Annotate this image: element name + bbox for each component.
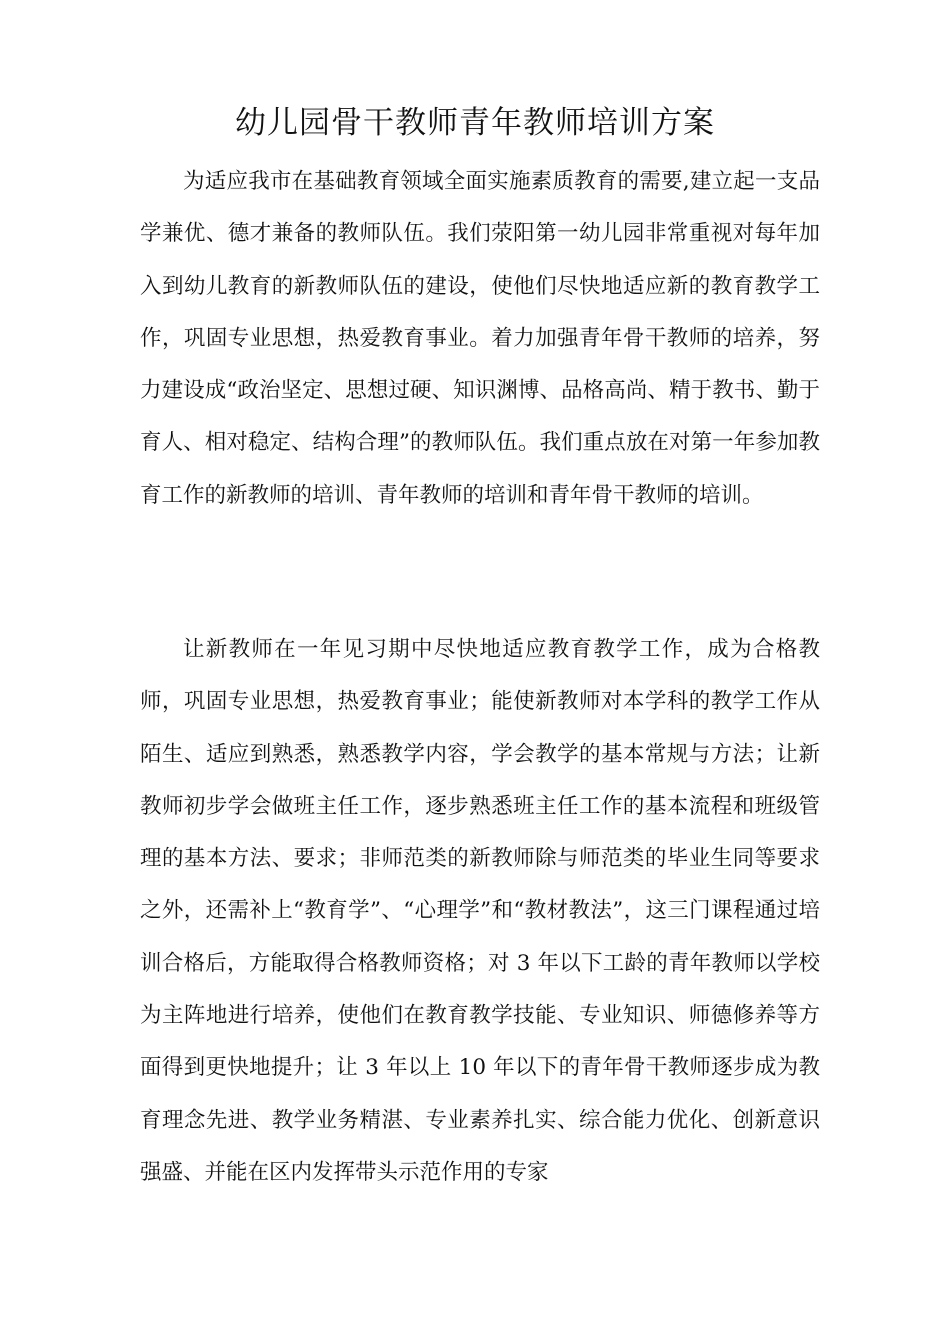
paragraph-introduction: 为适应我市在基础教育领域全面实施素质教育的需要,建立起一支品学兼优、德才兼备的教师队伍。我们荥阳第一幼儿园非常重视对每年加入到幼儿教育的新教师队伍的建设，使他们尽快地适应新的教育教学工作，巩固专业思想，热爱教育事业。着力加强青年骨干教师的培养，努力建设成“政治坚定、思想过硬、知识渊博、品格高尚、精于教书、勤于育人、相对稳定、结构合理”的教师队伍。我们重点放在对第一年参加教育工作的新教师的培训、青年教师的培训和青年骨干教师的培训。 xyxy=(140,169,820,508)
document-title: 幼儿园骨干教师青年教师培训方案 xyxy=(235,105,715,141)
paragraph-training-goals: 让新教师在一年见习期中尽快地适应教育教学工作，成为合格教师，巩固专业思想，热爱教育事业；能使新教师对本学科的教学工作从陌生、适应到熟悉，熟悉教学内容，学会教学的基本常规与方法；让新教师初步学会做班主任工作，逐步熟悉班主任工作的基本流程和班级管理的基本方法、要求；非师范类的新教师除与师范类的毕业生同等要求之外，还需补上“教育学”、“心理学”和“教材教法”，这三门课程通过培训合格后，方能取得合格教师资格；对 3 年以下工龄的青年教师以学校为主阵地进行培养，使他们在教育教学技能、专业知识、师德修养等方面得到更快地提升；让 3 年以上 10 年以下的青年骨干教师逐步成为教育理念先进、教学业务精湛、专业素养扎实、综合能力优化、创新意识强盛、并能在区内发挥带头示范作用的专家 xyxy=(140,637,820,1185)
